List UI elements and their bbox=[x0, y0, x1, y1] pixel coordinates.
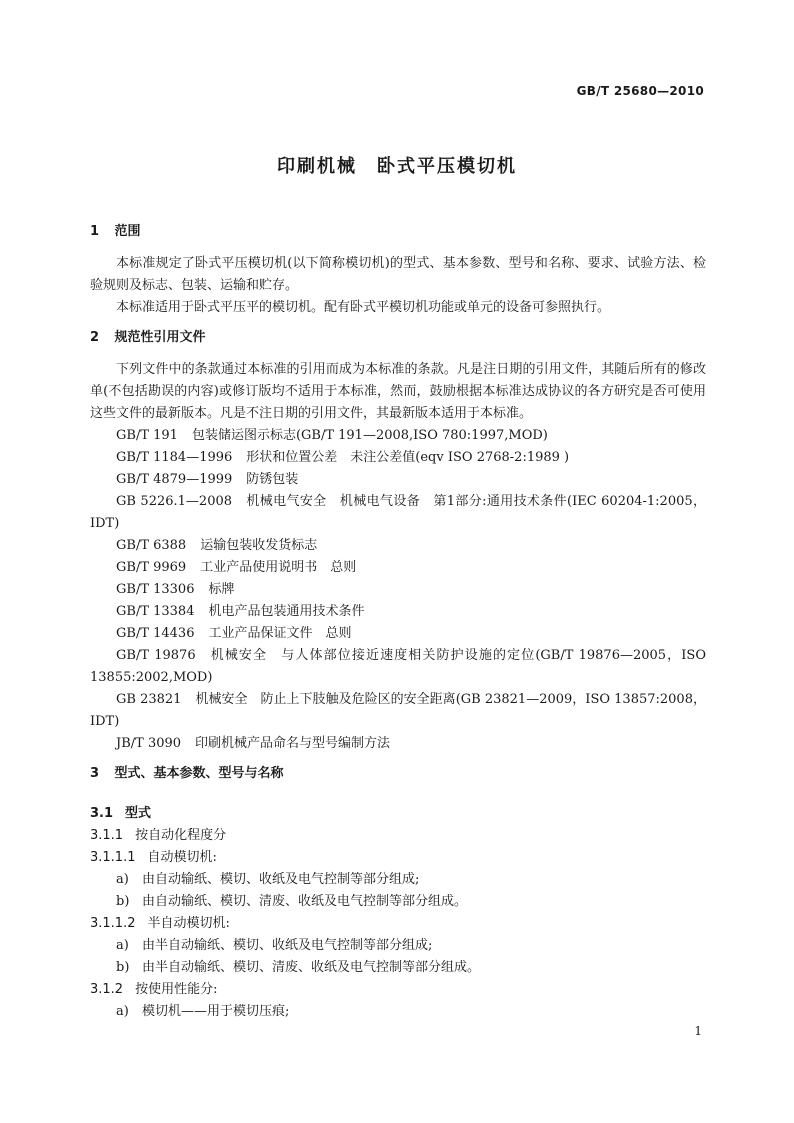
reference-title: 防锈包装 bbox=[246, 472, 299, 487]
clause-number: 3.1 bbox=[90, 806, 114, 821]
reference-item bbox=[90, 447, 706, 469]
list-marker: b) bbox=[116, 894, 130, 909]
list-item bbox=[90, 957, 706, 979]
reference-item bbox=[90, 425, 706, 447]
clause-3-1-1-1 bbox=[90, 847, 706, 869]
clause-3-1-1 bbox=[90, 825, 706, 847]
section-title: 规范性引用文件 bbox=[114, 330, 206, 345]
reference-title: 标牌 bbox=[208, 582, 235, 597]
section-title: 范围 bbox=[114, 224, 141, 239]
list-text: 模切机——用于模切压痕; bbox=[142, 1004, 290, 1019]
reference-title: 形状和位置公差 未注公差值(eqv ISO 2768-2:1989 ) bbox=[246, 450, 570, 465]
clause-3-1 bbox=[90, 803, 706, 825]
paragraph: 本标准适用于卧式平压平的模切机。配有卧式平模切机功能或单元的设备可参照执行。 bbox=[116, 300, 611, 315]
section-number: 1 bbox=[90, 224, 100, 239]
page-number: 1 bbox=[694, 1024, 702, 1038]
section-1-heading bbox=[90, 221, 706, 253]
standard-code: GB/T 25680—2010 bbox=[576, 84, 704, 98]
reference-code: GB/T 14436 bbox=[116, 626, 195, 641]
reference-item bbox=[90, 689, 706, 733]
section-title: 型式、基本参数、型号与名称 bbox=[114, 766, 284, 781]
reference-title: 包装储运图示标志(GB/T 191—2008,ISO 780:1997,MOD) bbox=[191, 428, 548, 443]
list-item bbox=[90, 891, 706, 913]
list-marker: a) bbox=[116, 872, 129, 887]
clause-text: 自动模切机: bbox=[147, 850, 217, 865]
reference-title: 工业产品保证文件 总则 bbox=[208, 626, 352, 641]
reference-code: GB/T 191 bbox=[116, 428, 178, 443]
list-marker: a) bbox=[116, 938, 129, 953]
reference-title: 机械安全 防止上下肢触及危险区的安全距离(GB 23821—2009，ISO 13857:2008，IDT) bbox=[90, 692, 706, 729]
list-marker: a) bbox=[116, 1004, 129, 1019]
list-item bbox=[90, 869, 706, 891]
reference-code: GB 23821 bbox=[116, 692, 182, 707]
document-title: 印刷机械 卧式平压模切机 bbox=[277, 156, 517, 177]
document-body bbox=[90, 221, 706, 1023]
reference-code: GB/T 19876 bbox=[116, 648, 196, 663]
reference-item bbox=[90, 733, 706, 755]
section-number: 2 bbox=[90, 330, 100, 345]
reference-title: 机电产品包装通用技术条件 bbox=[208, 604, 365, 619]
clause-title: 型式 bbox=[125, 806, 152, 821]
list-item bbox=[90, 935, 706, 957]
clause-text: 按自动化程度分 bbox=[135, 828, 227, 843]
section-2-heading bbox=[90, 327, 706, 359]
list-text: 由自动输纸、模切、清废、收纸及电气控制等部分组成。 bbox=[142, 894, 468, 909]
list-marker: b) bbox=[116, 960, 130, 975]
list-item bbox=[90, 1001, 706, 1023]
reference-item bbox=[90, 623, 706, 645]
list-text: 由半自动输纸、模切、清废、收纸及电气控制等部分组成。 bbox=[142, 960, 481, 975]
reference-code: GB 5226.1—2008 bbox=[116, 494, 233, 509]
clause-number: 3.1.1 bbox=[90, 828, 124, 843]
reference-code: GB/T 6388 bbox=[116, 538, 187, 553]
paragraph: 下列文件中的条款通过本标准的引用而成为本标准的条款。凡是注日期的引用文件，其随后所有的修改单(不包括勘误的内容)或修订版均不适用于本标准，然而，鼓励根据本标准达成协议的各方研究是否可使用这些文件的最新版本。凡是不注日期的引用文件，其最新版本适用于本标准。 bbox=[90, 362, 706, 421]
reference-title: 工业产品使用说明书 总则 bbox=[200, 560, 357, 575]
paragraph: 本标准规定了卧式平压模切机(以下简称模切机)的型式、基本参数、型号和名称、要求、试验方法、检验规则及标志、包装、运输和贮存。 bbox=[90, 256, 706, 293]
list-text: 由半自动输纸、模切、收纸及电气控制等部分组成; bbox=[142, 938, 433, 953]
reference-item bbox=[90, 645, 706, 689]
clause-3-1-1-2 bbox=[90, 913, 706, 935]
section-number: 3 bbox=[90, 766, 100, 781]
section-3-heading bbox=[90, 763, 706, 795]
reference-code: GB/T 4879—1999 bbox=[116, 472, 233, 487]
reference-code: GB/T 13384 bbox=[116, 604, 195, 619]
clause-number: 3.1.1.1 bbox=[90, 850, 136, 865]
reference-item bbox=[90, 535, 706, 557]
clause-text: 按使用性能分: bbox=[135, 982, 218, 997]
reference-title: 印刷机械产品命名与型号编制方法 bbox=[195, 736, 391, 751]
clause-number: 3.1.1.2 bbox=[90, 916, 136, 931]
reference-code: GB/T 1184—1996 bbox=[116, 450, 233, 465]
reference-item bbox=[90, 601, 706, 623]
reference-code: GB/T 9969 bbox=[116, 560, 187, 575]
reference-item bbox=[90, 557, 706, 579]
reference-title: 机械电气安全 机械电气设备 第1部分:通用技术条件(IEC 60204-1:2005，IDT) bbox=[90, 494, 706, 531]
reference-item bbox=[90, 491, 706, 535]
clause-text: 半自动模切机: bbox=[147, 916, 230, 931]
reference-title: 机械安全 与人体部位接近速度相关防护设施的定位(GB/T 19876—2005，ISO 13855:2002,MOD) bbox=[90, 648, 706, 685]
reference-code: GB/T 13306 bbox=[116, 582, 195, 597]
list-text: 由自动输纸、模切、收纸及电气控制等部分组成; bbox=[142, 872, 420, 887]
reference-code: JB/T 3090 bbox=[116, 736, 182, 751]
reference-item bbox=[90, 579, 706, 601]
clause-number: 3.1.2 bbox=[90, 982, 124, 997]
reference-title: 运输包装收发货标志 bbox=[200, 538, 318, 553]
reference-item bbox=[90, 469, 706, 491]
clause-3-1-2 bbox=[90, 979, 706, 1001]
